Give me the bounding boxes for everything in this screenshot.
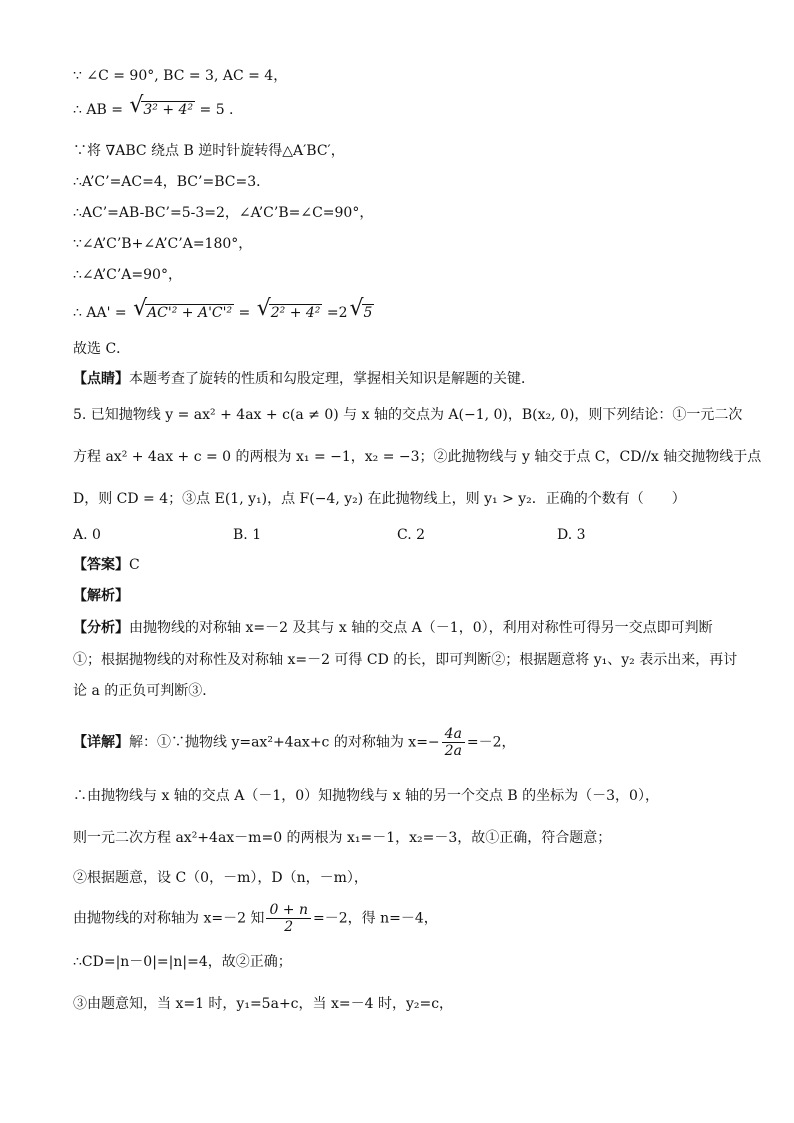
fenxi-text-1: 由抛物线的对称轴 x=－2 及其与 x 轴的交点 A（－1，0），利用对称性可得另一交点即可判断 <box>129 620 713 636</box>
dianjing-line <box>73 369 535 389</box>
detail-line-5: ∴CD=|n－0|=|n|=4，故②正确； <box>73 954 292 970</box>
fenxi-label: 【分析】 <box>73 620 129 636</box>
sqrt-ab <box>129 100 195 120</box>
fenxi-line-2: ①；根据抛物线的对称性及对称轴 x=－2 可得 CD 的长，即可判断②；根据题意将 y₁、y₂ 表示出来，再讨 <box>73 652 738 668</box>
aa-equals: = <box>234 305 255 321</box>
aa-radicand-3: 5 <box>363 305 373 321</box>
solution-line-ab <box>73 100 234 120</box>
sqrt-aa-1 <box>133 303 234 323</box>
question-line-2: 方程 ax² + 4ax + c = 0 的两根为 x₁ = −1，x₂ = −3；②此抛物线与 y 轴交于点 C，CD//x 轴交抛物线于点 <box>73 449 762 465</box>
aa-radicand-2: 2² + 4² <box>270 305 321 321</box>
solution-line-aa-prime <box>73 303 374 323</box>
fenxi-line-1 <box>73 618 713 638</box>
dianjing-text: 本题考查了旋转的性质和勾股定理，掌握相关知识是解题的关键． <box>129 371 535 387</box>
midpoint-fraction-numerator: 0 + n <box>266 902 311 919</box>
ab-prefix: ∴ AB = <box>73 102 128 118</box>
solution-line-ac-prime: ∴AC’=AB-BC’=5-3=2，∠A’C’B=∠C=90°， <box>73 205 374 221</box>
aa-prefix: ∴ AA' = <box>73 305 132 321</box>
sqrt-aa-3 <box>350 303 375 323</box>
option-c: C. 2 <box>397 527 426 543</box>
xiangjie-text-1: 解：①∵抛物线 y=ax²+4ax+c 的对称轴为 x=− <box>129 734 440 751</box>
axis-fraction <box>442 726 465 759</box>
detail-4-suffix: =－2，得 n=－4， <box>313 910 438 927</box>
question-line-3: D，则 CD = 4；③点 E(1, y₁)，点 F(−4, y₂) 在此抛物线上，则 y₁ > y₂．正确的个数有（ ） <box>73 491 686 507</box>
option-a: A. 0 <box>73 527 101 543</box>
fenxi-line-3: 论 a 的正负可判断③． <box>73 683 217 699</box>
axis-fraction-denominator: 2a <box>444 743 462 759</box>
answer-label: 【答案】 <box>73 557 129 573</box>
detail-line-1: ∴由抛物线与 x 轴的交点 A（－1，0）知抛物线与 x 轴的另一个交点 B 的坐标为（－3，0）， <box>73 788 659 804</box>
aa-radicand-1: AC'² + A'C'² <box>147 305 233 321</box>
solution-line-angle-sum: ∵∠A’C’B+∠A’C’A=180°， <box>73 236 253 252</box>
solution-line-rotate: ∵将 ∇ABC 绕点 B 逆时针旋转得△A′BC′， <box>73 143 345 159</box>
sqrt-aa-2 <box>257 303 323 323</box>
answer-value: C <box>129 557 140 573</box>
detail-line-2: 则一元二次方程 ax²+4ax－m=0 的两根为 x₁=－1，x₂=－3，故①正确，符合题意； <box>73 830 612 846</box>
xiangjie-label: 【详解】 <box>73 734 129 751</box>
solution-line-choice: 故选 C． <box>73 341 131 357</box>
xiangjie-line-1 <box>73 726 516 759</box>
solution-line-right-angle: ∴∠A’C’A=90°， <box>73 267 182 283</box>
question-line-1: 5. 已知抛物线 y = ax² + 4ax + c(a ≠ 0) 与 x 轴的交点为 A(−1, 0)，B(x₂, 0)，则下列结论：①一元二次 <box>73 407 743 423</box>
midpoint-fraction-denominator: 2 <box>284 919 294 935</box>
answer-line <box>73 555 140 575</box>
ab-radicand: 3² + 4² <box>143 102 194 118</box>
ab-result: = 5 . <box>195 102 234 118</box>
detail-line-6: ③由题意知，当 x=1 时，y₁=5a+c，当 x=－4 时，y₂=c， <box>73 996 454 1012</box>
xiangjie-text-1b: =－2， <box>466 734 516 751</box>
option-b: B. 1 <box>233 527 262 543</box>
detail-line-4 <box>73 902 438 935</box>
analysis-heading: 【解析】 <box>73 588 129 604</box>
detail-line-3: ②根据题意，设 C（0，－m），D（n，－m）， <box>73 870 368 886</box>
dianjing-label: 【点睛】 <box>73 371 129 387</box>
midpoint-fraction <box>266 902 311 935</box>
axis-fraction-numerator: 4a <box>442 726 465 743</box>
solution-line-equal-sides: ∴A’C’=AC=4，BC’=BC=3． <box>73 174 271 190</box>
option-d: D. 3 <box>557 527 586 543</box>
solution-line-given: ∵ ∠C = 90°, BC = 3, AC = 4， <box>73 68 288 84</box>
aa-result-coef: =2 <box>322 305 348 321</box>
detail-4-prefix: 由抛物线的对称轴为 x=－2 知 <box>73 910 265 927</box>
